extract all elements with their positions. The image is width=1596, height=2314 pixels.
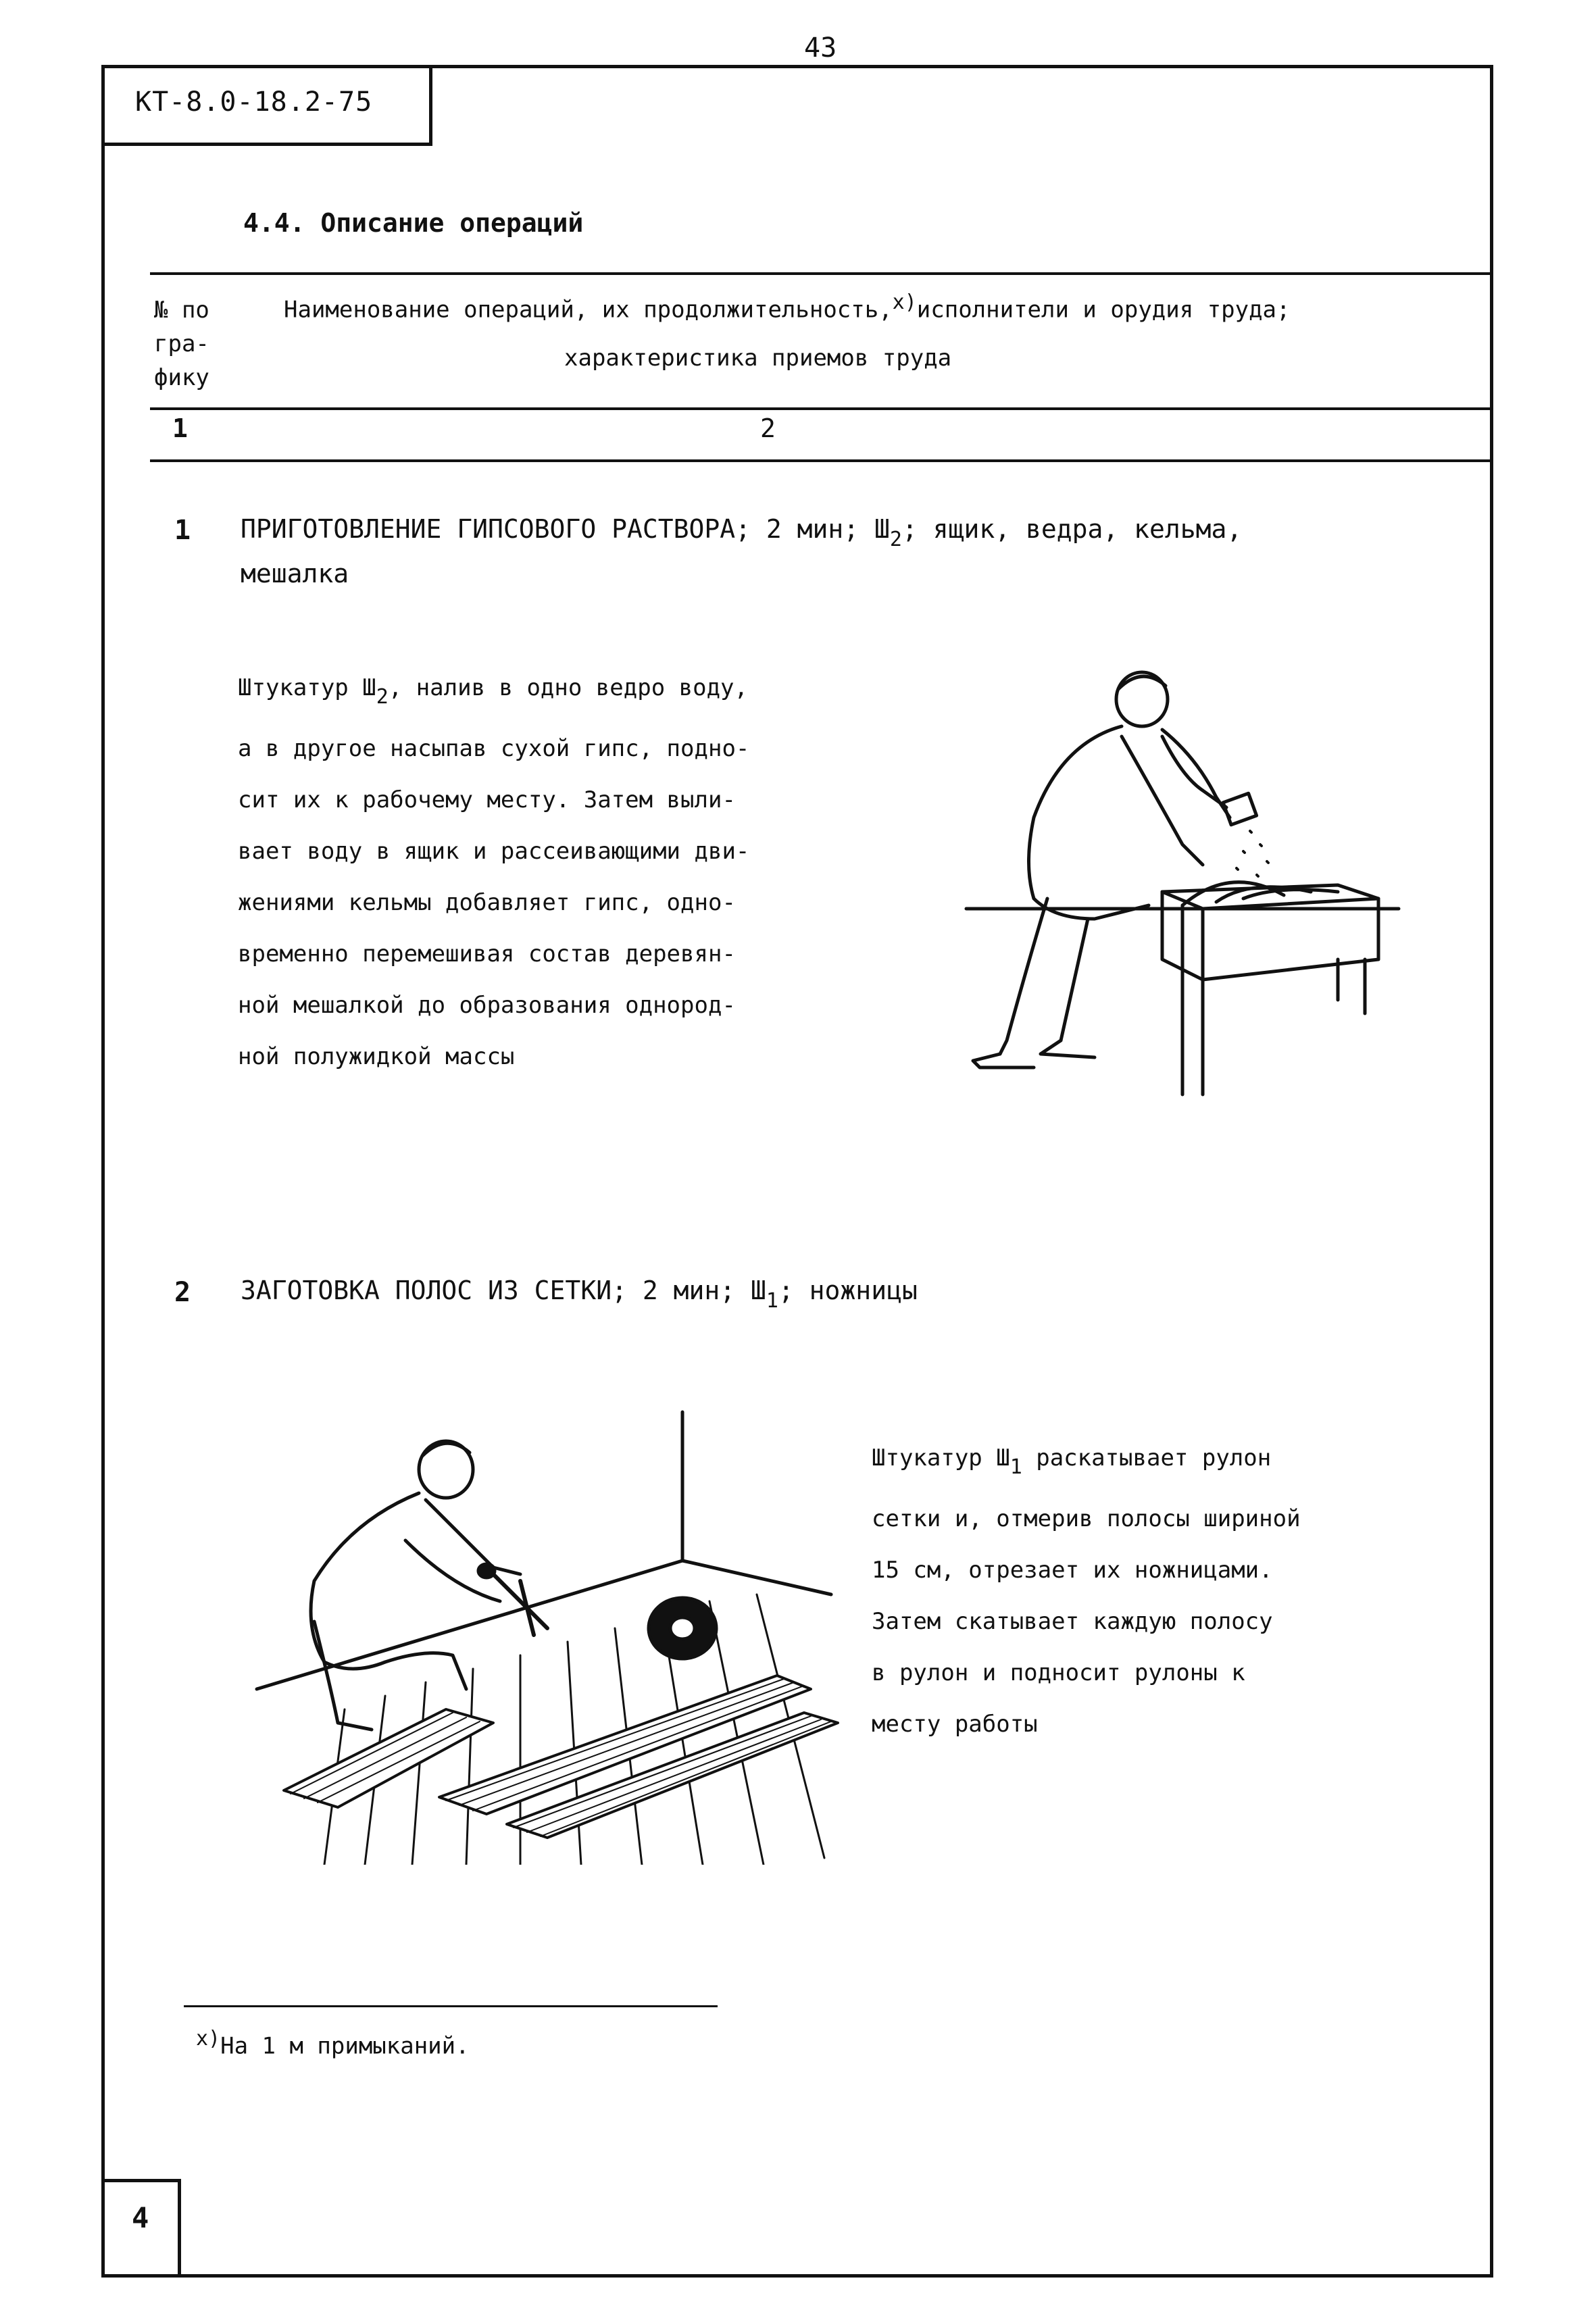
operation-number: 2 <box>174 1277 191 1308</box>
column-index-2: 2 <box>760 413 776 443</box>
section-title: 4.4. Описание операций <box>243 208 584 238</box>
footnote-rule <box>184 2005 718 2007</box>
column-description-header: Наименование операций, их продолжительность,$^{х)}$исполнители и орудия труда; <box>284 291 1291 324</box>
column-index-1: 1 <box>172 413 188 443</box>
page-frame <box>101 65 1493 2278</box>
column-number-header: № по гра- фику <box>154 297 209 391</box>
operation-title: ПРИГОТОВЛЕНИЕ ГИПСОВОГО РАСТВОРА; 2 мин; $Ш_2$; ящик, ведра, кельма, мешалка <box>241 514 1243 588</box>
doc-code: КТ-8.0-18.2-75 <box>135 86 373 118</box>
page-number: 43 <box>804 32 837 64</box>
header-rule-mid <box>150 407 1493 410</box>
sheet-number: 4 <box>132 2201 149 2234</box>
operation-description: Штукатур $Ш_1$ раскатывает рулон сетки и, отмерив полосы шириной 15 см, отрезает их ножницами. Затем скатывает каждую полосу в рулон и подносит рулоны к месту работы <box>872 1444 1301 1738</box>
worker-cutting-mesh-icon <box>250 1405 845 1865</box>
footnote: $^{х)}$На 1 м примыканий. <box>196 2027 470 2060</box>
operation-number: 1 <box>174 515 191 546</box>
operation-description: Штукатур $Ш_2$, налив в одно ведро воду, а в другое насыпав сухой гипс, подно- сит их к рабочему месту. Затем выли- вает воду в ящик и рассеивающими дви- жениями кельмы добавляет гипс, одно- временно перемешивая состав деревян- ной мешалкой до образования однород- ной полужидкой массы <box>238 674 750 1070</box>
operation-title: ЗАГОТОВКА ПОЛОС ИЗ СЕТКИ; 2 мин; $Ш_1$; ножницы <box>241 1276 918 1313</box>
header-rule-bottom <box>150 459 1493 462</box>
column-description-header-line2: характеристика приемов труда <box>564 345 952 372</box>
header-rule-top <box>150 272 1493 275</box>
worker-mixing-plaster-icon <box>959 662 1405 1108</box>
